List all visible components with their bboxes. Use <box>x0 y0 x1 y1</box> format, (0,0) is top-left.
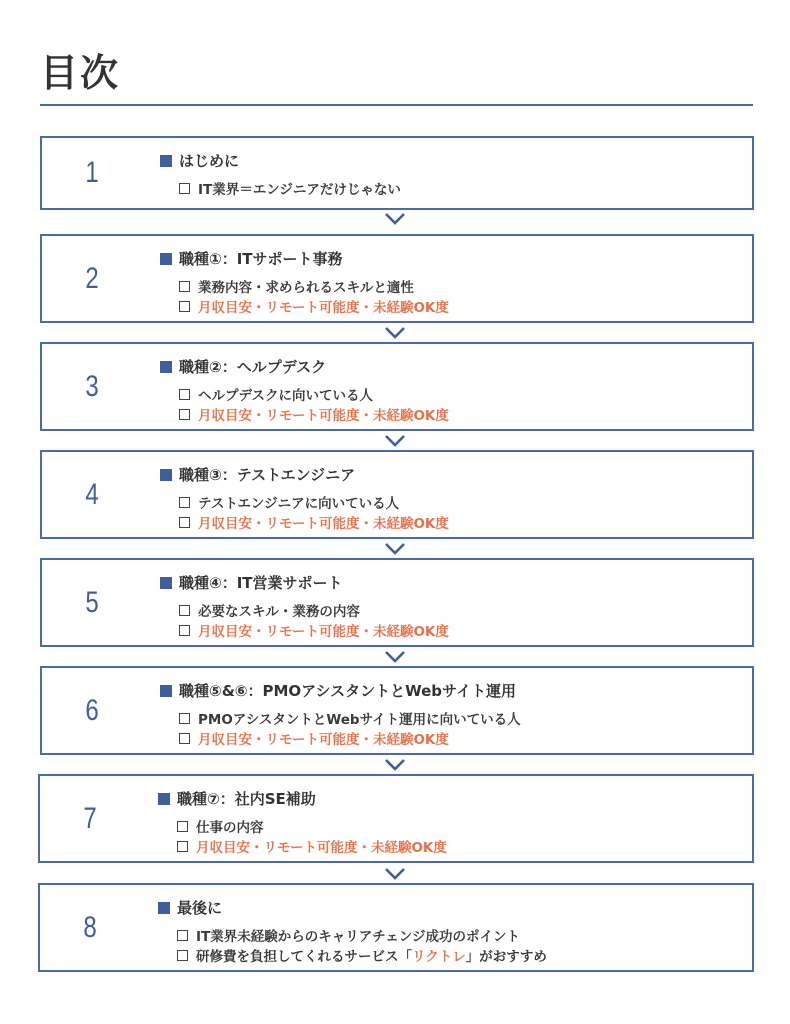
chevron-down-icon <box>384 542 406 556</box>
toc-section-6[interactable] <box>40 666 754 755</box>
section-item-highlight: 月収目安・リモート可能度・未経験OK度 <box>177 836 447 856</box>
checkbox-icon <box>179 625 190 636</box>
section-heading: 職種②：ヘルプデスク <box>160 356 326 377</box>
checkbox-icon <box>177 950 188 961</box>
square-bullet-icon <box>160 685 172 697</box>
chevron-down-icon <box>384 326 406 340</box>
section-number: 4 <box>85 478 99 511</box>
square-bullet-icon <box>160 469 172 481</box>
checkbox-icon <box>179 301 190 312</box>
section-number: 2 <box>85 262 99 295</box>
square-bullet-icon <box>160 155 172 167</box>
section-item-highlight: 月収目安・リモート可能度・未経験OK度 <box>179 728 449 748</box>
section-item: 仕事の内容 <box>177 816 264 836</box>
checkbox-icon <box>179 409 190 420</box>
checkbox-icon <box>179 183 190 194</box>
section-item-highlight: 月収目安・リモート可能度・未経験OK度 <box>179 620 449 640</box>
toc-section-8[interactable] <box>38 883 754 972</box>
checkbox-icon <box>177 841 188 852</box>
section-item-highlight: 月収目安・リモート可能度・未経験OK度 <box>179 512 449 532</box>
square-bullet-icon <box>160 361 172 373</box>
checkbox-icon <box>179 733 190 744</box>
square-bullet-icon <box>158 793 170 805</box>
section-item-highlight: 月収目安・リモート可能度・未経験OK度 <box>179 296 449 316</box>
chevron-down-icon <box>384 867 406 881</box>
chevron-down-icon <box>384 212 406 226</box>
section-item: IT業界未経験からのキャリアチェンジ成功のポイント <box>177 925 520 945</box>
square-bullet-icon <box>160 253 172 265</box>
section-item: IT業界＝エンジニアだけじゃない <box>179 178 401 198</box>
checkbox-icon <box>179 281 190 292</box>
checkbox-icon <box>179 389 190 400</box>
checkbox-icon <box>177 821 188 832</box>
service-name-highlight: リクトレ <box>412 949 466 965</box>
section-heading: 職種⑦：社内SE補助 <box>158 788 316 809</box>
section-item: テストエンジニアに向いている人 <box>179 492 399 512</box>
chevron-down-icon <box>384 758 406 772</box>
toc-section-3[interactable] <box>40 342 754 431</box>
square-bullet-icon <box>160 577 172 589</box>
section-heading: はじめに <box>160 150 239 171</box>
section-number: 6 <box>85 694 99 727</box>
section-heading: 職種④：IT営業サポート <box>160 572 343 593</box>
section-item: 研修費を負担してくれるサービス「リクトレ」がおすすめ <box>177 945 547 965</box>
section-number: 1 <box>85 156 99 189</box>
section-heading: 職種①：ITサポート事務 <box>160 248 343 269</box>
toc-section-4[interactable] <box>40 450 754 539</box>
checkbox-icon <box>179 497 190 508</box>
title-divider <box>40 104 753 106</box>
toc-section-7[interactable] <box>38 774 754 863</box>
section-number: 3 <box>85 370 99 403</box>
section-number: 8 <box>83 911 97 944</box>
section-heading: 職種⑤&⑥：PMOアシスタントとWebサイト運用 <box>160 680 516 701</box>
checkbox-icon <box>179 605 190 616</box>
toc-section-1[interactable] <box>40 136 754 210</box>
square-bullet-icon <box>158 902 170 914</box>
checkbox-icon <box>179 517 190 528</box>
page-title: 目次 <box>40 51 121 95</box>
toc-section-5[interactable] <box>40 558 754 647</box>
checkbox-icon <box>177 930 188 941</box>
section-item: 業務内容・求められるスキルと適性 <box>179 276 414 296</box>
section-heading: 職種③：テストエンジニア <box>160 464 355 485</box>
section-item: 必要なスキル・業務の内容 <box>179 600 360 620</box>
section-heading: 最後に <box>158 897 222 918</box>
section-item: ヘルプデスクに向いている人 <box>179 384 373 404</box>
checkbox-icon <box>179 713 190 724</box>
section-number: 5 <box>85 586 99 619</box>
chevron-down-icon <box>384 650 406 664</box>
toc-section-2[interactable] <box>40 234 754 323</box>
section-item-highlight: 月収目安・リモート可能度・未経験OK度 <box>179 404 449 424</box>
chevron-down-icon <box>384 434 406 448</box>
section-number: 7 <box>83 802 97 835</box>
section-item: PMOアシスタントとWebサイト運用に向いている人 <box>179 708 521 728</box>
